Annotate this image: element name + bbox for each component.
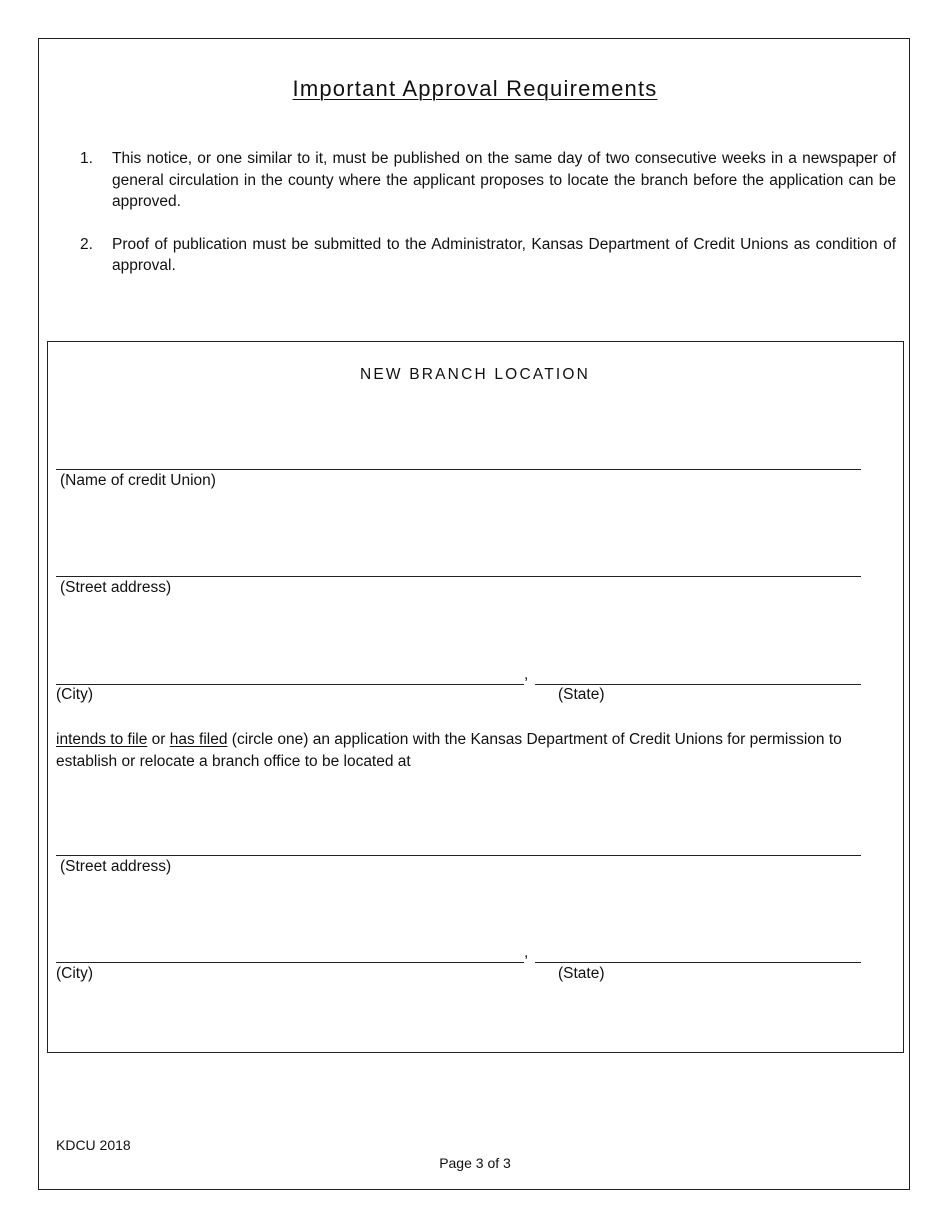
city-label-1: (City): [56, 686, 94, 703]
street-address-field-line-1[interactable]: [56, 576, 861, 577]
requirement-item: [80, 148, 896, 213]
street-address-label-2: (Street address): [60, 858, 172, 875]
filing-statement-text: (circle one) an application with the Kansas Department of Credit Unions for permission to establish or relocate a branch office to be located at: [56, 731, 842, 770]
city-label-2: (City): [56, 965, 94, 982]
state-field-line-2[interactable]: [535, 962, 861, 963]
requirement-text: Proof of publication must be submitted to the Administrator, Kansas Department of Credit Unions as condition of approval.: [112, 235, 896, 274]
city-state-comma-2: ,: [524, 944, 529, 961]
option-intends-to-file[interactable]: intends to file: [56, 731, 148, 748]
option-has-filed[interactable]: has filed: [169, 731, 228, 748]
new-branch-box: [47, 341, 904, 1053]
state-field-line-1[interactable]: [535, 684, 861, 685]
name-field-line[interactable]: [56, 469, 861, 470]
name-label: (Name of credit Union): [60, 472, 216, 489]
requirement-number: 2.: [80, 235, 93, 253]
street-address-field-line-2[interactable]: [56, 855, 861, 856]
requirements-list: [80, 148, 896, 298]
state-label-2: (State): [558, 965, 605, 982]
requirement-item: [80, 234, 896, 277]
form-id: KDCU 2018: [56, 1137, 131, 1153]
city-field-line-1[interactable]: [56, 684, 524, 685]
page-number: Page 3 of 3: [439, 1155, 511, 1171]
requirement-number: 1.: [80, 150, 93, 167]
city-state-comma-1: ,: [524, 666, 529, 683]
filing-or-text: or: [147, 731, 170, 748]
city-field-line-2[interactable]: [56, 962, 524, 963]
filing-statement: [56, 729, 856, 772]
requirement-text: This notice, or one similar to it, must be published on the same day of two consecutive weeks in a newspaper of general circulation in the county where the applicant proposes to locate the branch before the application can be approved.: [112, 150, 896, 210]
box-title: NEW BRANCH LOCATION: [359, 366, 591, 383]
state-label-1: (State): [558, 686, 605, 703]
street-address-label-1: (Street address): [60, 579, 172, 596]
page-title: Important Approval Requirements: [292, 76, 658, 101]
